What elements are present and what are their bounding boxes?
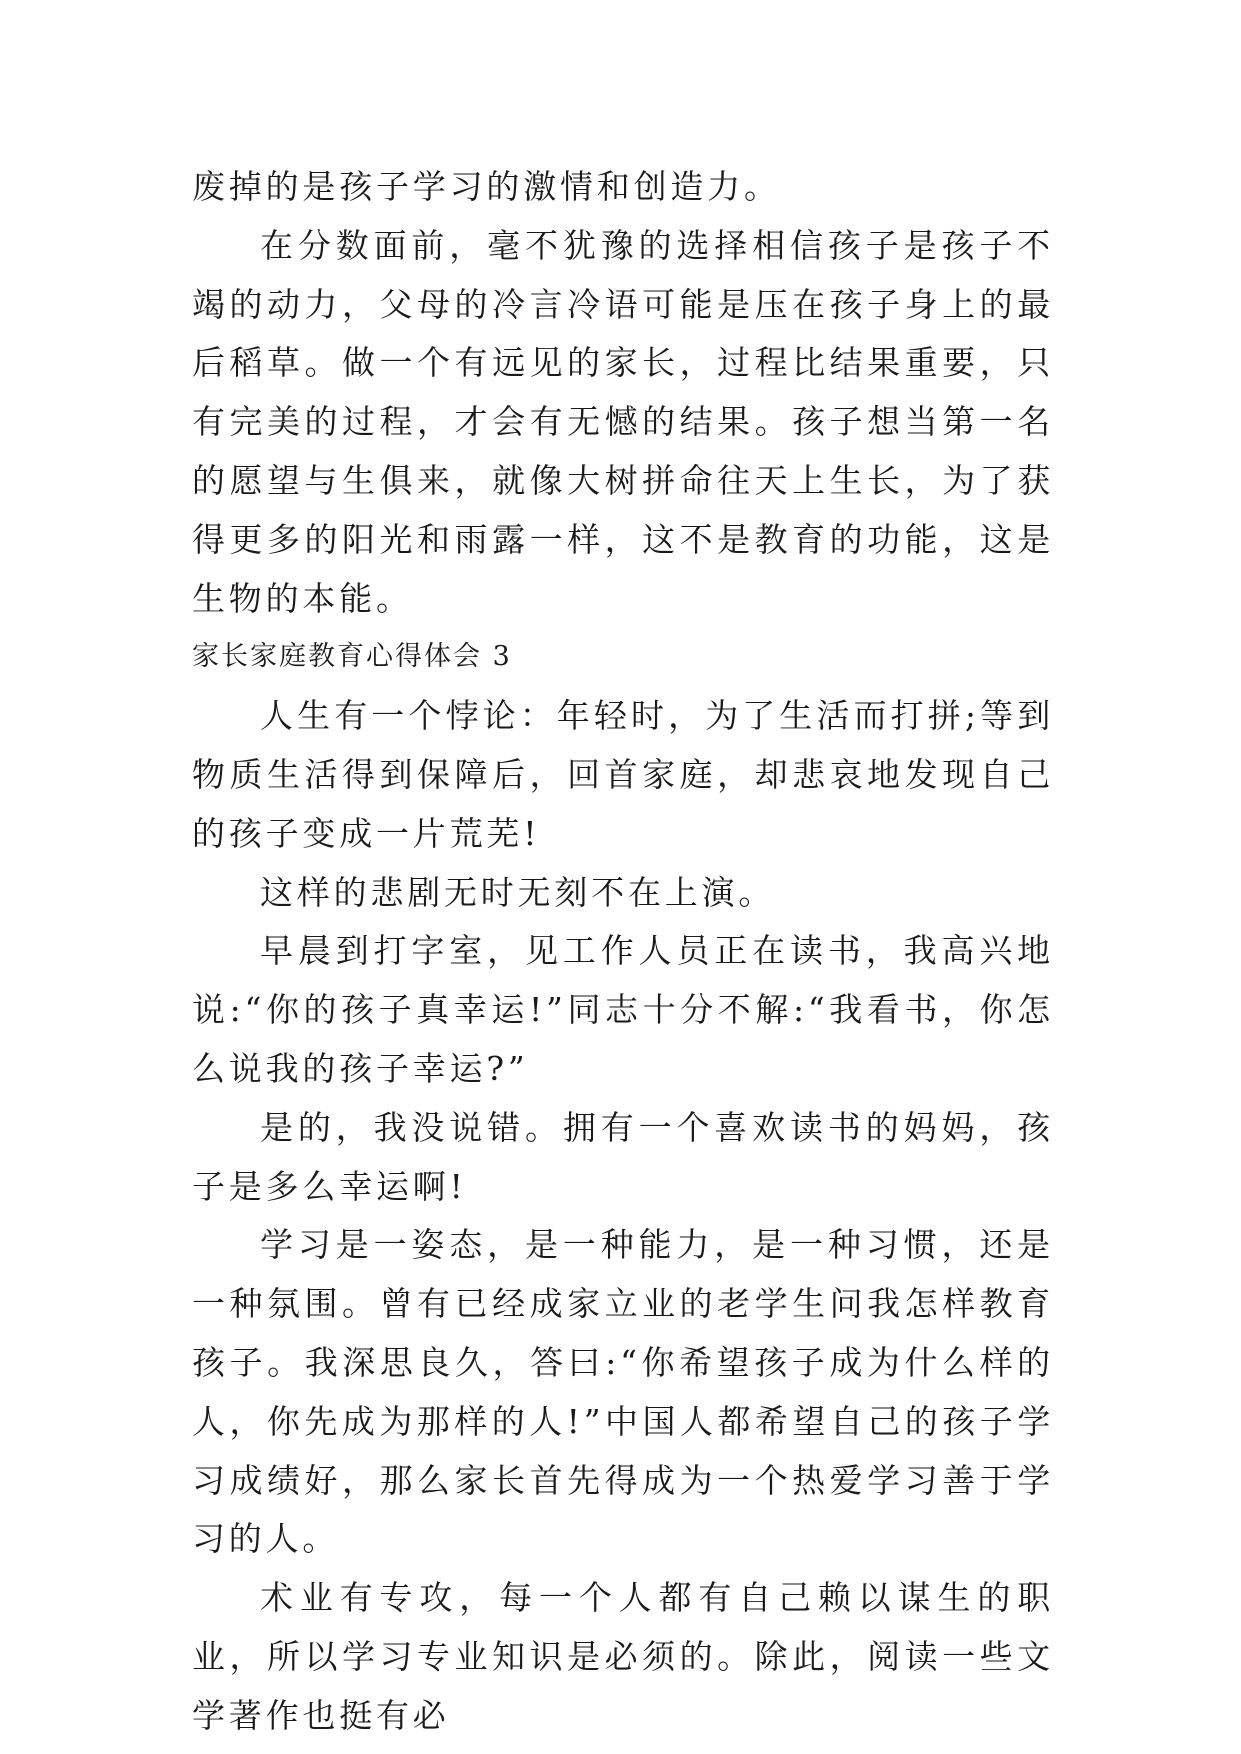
paragraph: 废掉的是孩子学习的激情和创造力。 [192, 167, 781, 206]
paragraph: 这样的悲剧无时无刻不在上演。 [260, 872, 776, 912]
paragraph: 人生有一个悖论：年轻时，为了生活而打拼;等到物质生活得到保障后，回首家庭，却悲哀地发现自己的孩子变成一片荒芜! [192, 696, 1054, 853]
paragraph: 术业有专攻，每一个人都有自己赖以谋生的职业，所以学习专业知识是必须的。除此，阅读一些文学著作也挺有必 [192, 1578, 1054, 1735]
section-title: 家长家庭教育心得体会 3 [192, 641, 512, 673]
paragraph: 学习是一姿态，是一种能力，是一种习惯，还是一种氛围。曾有已经成家立业的老学生问我怎样教育孩子。我深思良久，答曰:“你希望孩子成为什么样的人，你先成为那样的人!”中国人都希望自己的孩子学习成绩好，那么家长首先得成为一个热爱学习善于学习的人。 [192, 1225, 1054, 1559]
paragraph: 是的，我没说错。拥有一个喜欢读书的妈妈，孩子是多么幸运啊! [192, 1107, 1054, 1206]
paragraph: 在分数面前，毫不犹豫的选择相信孩子是孩子不竭的动力，父母的冷言冷语可能是压在孩子身上的最后稻草。做一个有远见的家长，过程比结果重要，只有完美的过程，才会有无憾的结果。孩子想当第一名的愿望与生俱来，就像大树拼命往天上生长，为了获得更多的阳光和雨露一样，这不是教育的功能，这是生物的本能。 [192, 225, 1054, 618]
document-page [192, 158, 1054, 1746]
paragraph: 早晨到打字室，见工作人员正在读书，我高兴地说:“你的孩子真幸运!”同志十分不解:“我看书，你怎么说我的孩子幸运?” [192, 931, 1054, 1088]
